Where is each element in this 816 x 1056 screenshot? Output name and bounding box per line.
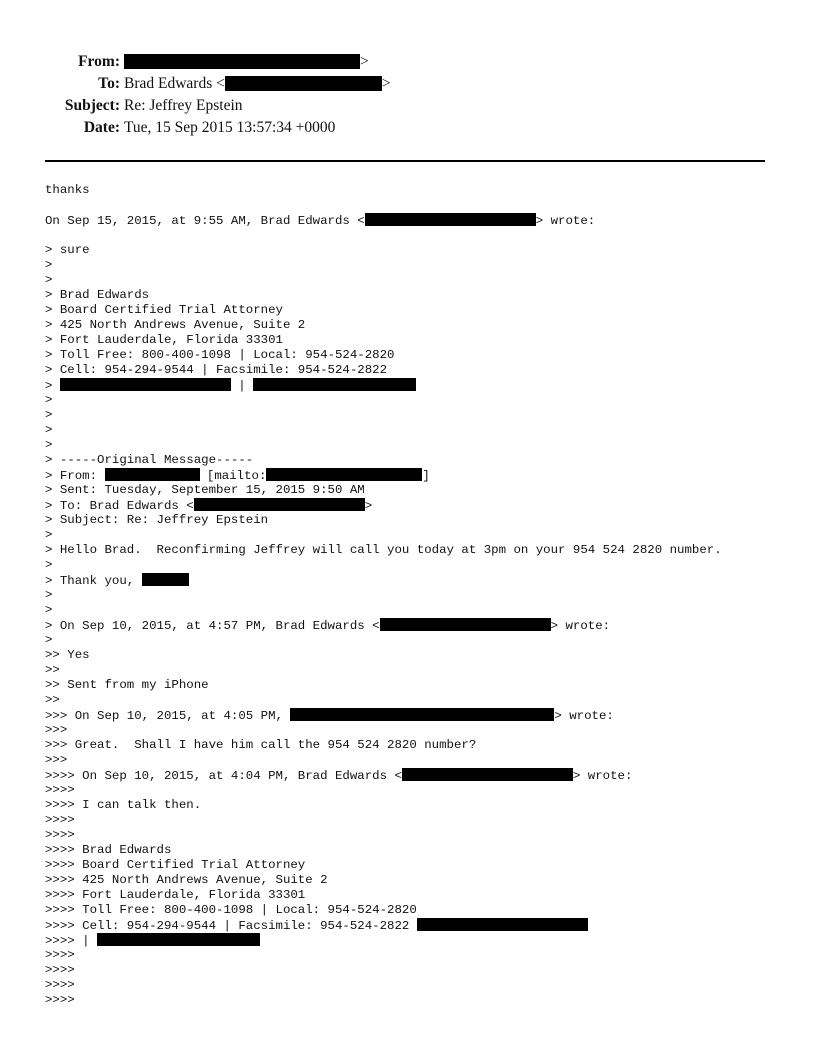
redaction-bar	[142, 573, 189, 586]
body-line: >>>> Cell: 954-294-9544 | Facsimile: 954-524-2822	[45, 918, 722, 933]
body-line: >>> On Sep 10, 2015, at 4:05 PM, > wrote:	[45, 709, 614, 723]
body-line: >	[45, 558, 53, 572]
body-line: >> Yes	[45, 648, 90, 662]
body-line: >>>>	[45, 783, 75, 797]
body-line: > Brad Edwards	[45, 288, 150, 302]
body-line: >>>> Board Certified Trial Attorney	[45, 858, 306, 872]
redaction-bar	[417, 918, 588, 931]
date-label: Date:	[83, 119, 120, 136]
body-line: >	[45, 438, 53, 452]
body-line: > Board Certified Trial Attorney	[45, 303, 283, 317]
redaction-bar	[365, 213, 536, 226]
body-line: > Toll Free: 800-400-1098 | Local: 954-524-2820	[45, 348, 395, 362]
body-line: >	[45, 408, 53, 422]
body-line: >>>>	[45, 963, 75, 977]
body-line: > On Sep 10, 2015, at 4:57 PM, Brad Edwards < > wrote:	[45, 619, 611, 633]
to-value: Brad Edwards < >	[124, 75, 391, 92]
body-line	[45, 228, 722, 243]
body-line: >	[45, 258, 53, 272]
body-line: On Sep 15, 2015, at 9:55 AM, Brad Edwards < > wrote:	[45, 214, 596, 228]
subject-label: Subject:	[64, 97, 120, 114]
body-line: >>>	[45, 753, 68, 767]
from-label: From:	[78, 53, 120, 70]
redaction-bar	[194, 498, 365, 511]
body-line: >>>>	[45, 813, 75, 827]
body-line: >>>>	[45, 948, 75, 962]
redaction-bar	[97, 933, 260, 946]
body-line: >>	[45, 693, 60, 707]
redaction-bar	[105, 468, 200, 481]
body-line: > Hello Brad. Reconfirming Jeffrey will call you today at 3pm on your 954 524 2820 number.	[45, 543, 722, 557]
redaction-bar	[266, 468, 422, 481]
body-line: > |	[45, 378, 722, 393]
redaction-bar	[290, 708, 554, 721]
body-line: >>>>	[45, 828, 75, 842]
redaction-bar	[380, 618, 551, 631]
body-line: >>>> Fort Lauderdale, Florida 33301	[45, 888, 306, 902]
body-line: > 425 North Andrews Avenue, Suite 2	[45, 318, 306, 332]
header-divider	[45, 160, 765, 162]
date-value: Tue, 15 Sep 2015 13:57:34 +0000	[124, 119, 336, 136]
body-line: >	[45, 603, 53, 617]
body-line: thanks	[45, 183, 90, 197]
body-line: >	[45, 393, 53, 407]
body-line: > Fort Lauderdale, Florida 33301	[45, 333, 283, 347]
body-line: > Sent: Tuesday, September 15, 2015 9:50 AM	[45, 483, 365, 497]
body-line: > To: Brad Edwards < >	[45, 499, 373, 513]
redaction-bar	[402, 768, 573, 781]
body-line: >>>> 425 North Andrews Avenue, Suite 2	[45, 873, 328, 887]
body-line: >>	[45, 663, 60, 677]
body-line: >	[45, 273, 53, 287]
body-line	[45, 198, 722, 213]
body-line: > Thank you,	[45, 573, 722, 588]
body-line: >>>> Toll Free: 800-400-1098 | Local: 954-524-2820	[45, 903, 417, 917]
body-line: > Cell: 954-294-9544 | Facsimile: 954-524-2822	[45, 363, 388, 377]
body-line: >>>> On Sep 10, 2015, at 4:04 PM, Brad Edwards < > wrote:	[45, 769, 633, 783]
body-line: >>>	[45, 723, 68, 737]
body-line: >>>> I can talk then.	[45, 798, 202, 812]
redaction-bar	[124, 54, 360, 69]
body-line: >	[45, 423, 53, 437]
redaction-bar	[60, 378, 231, 391]
body-line: >>> Great. Shall I have him call the 954 524 2820 number?	[45, 738, 477, 752]
body-line: >>>> Brad Edwards	[45, 843, 172, 857]
body-line: > -----Original Message-----	[45, 453, 254, 467]
to-label: To:	[98, 75, 120, 92]
redaction-bar	[253, 378, 416, 391]
body-line: >>>> |	[45, 933, 722, 948]
body-line: >>>>	[45, 978, 75, 992]
body-line: > sure	[45, 243, 90, 257]
body-line: > Subject: Re: Jeffrey Epstein	[45, 513, 269, 527]
body-line: >	[45, 528, 53, 542]
body-line: >	[45, 633, 53, 647]
redaction-bar	[225, 76, 382, 91]
subject-value: Re: Jeffrey Epstein	[124, 97, 243, 114]
body-line: >	[45, 588, 53, 602]
from-value: >	[124, 53, 369, 71]
body-line: > From: [mailto: ]	[45, 469, 430, 483]
email-body	[45, 183, 722, 1008]
body-line: >>>>	[45, 993, 75, 1007]
body-line: >> Sent from my iPhone	[45, 678, 209, 692]
